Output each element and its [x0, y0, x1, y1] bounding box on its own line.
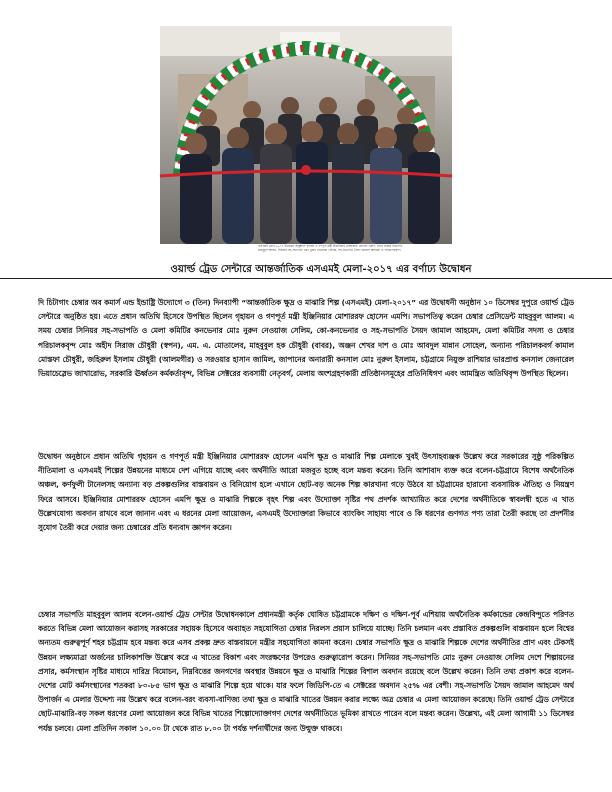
body-paragraph-2: উদ্বোধন অনুষ্ঠানে প্রধান অতিথি গৃহায়ন ও গণপূর্ত মন্ত্রী ইঞ্জিনিয়ার মোশাররফ হোসেন এমপি ক্ষুদ্র ও মাঝারি শিল্প মেলাকে খুবই উৎসাহব্যঞ্জক উল্লেখ করে সরকারের সুষ্ঠু পরিকল্পিত নীতিমালা ও এসএমই শিল্পের উন্নয়নের মাধ্যমে দেশ এগিয়ে যাচ্ছে এবং অর্থনীতি আরো মজবুত হচ্ছে বলে মন্তব্য করেন। তিনি আশাবাদ ব্যক্ত করে বলেন-চট্টগ্রামে বিশেষ অর্থনৈতিক অঞ্চল, কর্ণফুলী টানেলসহ অন্যান্য বড় প্রকল্পগুলির বাস্তবায়ন ও বিনিয়োগ হলে এখানে ছোট-বড় অনেক শিল্প কারখানা গড়ে উঠবে যা চট্টগ্রামের হারানো ব্যবসায়িক ঐতিহ্য ও নিয়ন্ত্রণ ফিরে আসবে। ইঞ্জিনিয়ার মোশাররফ হোসেন এমপি ক্ষুদ্র ও মাঝারি শিল্পকে বৃহৎ শিল্প এবং উদ্যোক্তা সৃষ্টির পথ প্রদর্শক আখ্যায়িত করে দেশের অর্থনীতিকে স্বাবলম্বী হতে এ খাত উল্লেখযোগ্য অবদান রাখবে বলে জানান এবং এ ধরনের মেলা আয়োজন, এসএমই উদ্যোক্তারা কিভাবে ব্যাংকিং সাহায্য পাবে ও কি ধরণের গুণগত পণ্য তারা তৈরী করছে তা প্রদর্শনীর সুযোগ তৈরী করে দেয়ার জন্য চেম্বারের প্রতি ধন্যবাদ জ্ঞাপন করেন।	[38, 452, 574, 533]
photo-caption	[258, 244, 458, 252]
body-paragraph-3: চেম্বার সভাপতি মাহবুবুল আলম বলেন-ওয়ার্ল্ড ট্রেড সেন্টার উদ্বোধনকালে প্রধানমন্ত্রী কর্তৃক ঘোষিত চট্টগ্রামকে দক্ষিণ ও দক্ষিণ-পূর্ব এশিয়ায় অর্থনৈতিক কর্মকান্ডের কেন্দ্রবিন্দুতে পরিণত করতে বিভিন্ন মেলা আয়োজন করাসহ সরকারের সহায়ক হিসেবে অব্যাহত সহযোগিতা চেম্বার নিরলস প্রয়াস চালিয়ে যাচ্ছে। তিনি চলমান এবং প্রস্তাবিত প্রকল্পগুলি বাস্তবায়ন হলে বিশ্বের অন্যতম গুরুত্বপূর্ণ শহর চট্টগ্রাম হবে মন্তব্য করে এসব প্রকল্প দ্রুত বাস্তবায়নে মন্ত্রীর সহযোগিতা কামনা করেন। চেম্বার সভাপতি ক্ষুদ্র ও মাঝারি শিল্পকে দেশের অর্থনীতির প্রাণ এবং টেকসই উন্নয়ন লক্ষ্যমাত্রা অর্জনের চালিকাশক্তি উল্লেখ করে এ খাতের বিকাশ এবং সংরক্ষণের উপরেও গুরুত্বারোপ করেন। সিনিয়র সহ-সভাপতি মোঃ নুরুন নেওয়াজ সেলিম দেশে শিল্পায়নের প্রসার, কর্মসংস্থান সৃষ্টির মাধ্যমে দারিদ্র বিমোচন, নিম্নবিত্তের জনগণের অবস্থার উন্নয়নে ক্ষুদ্র ও মাঝারি শিল্পের বিশাল অবদান রয়েছে বলে উল্লেখ করেন। তিনি তথ্য প্রকাশ করে বলেন-দেশের মোট কর্মসংস্থানের শতকরা ৮০-৮৫ ভাগ ক্ষুদ্র ও মাঝারি শিল্পে হয়ে থাকে। যার ফলে জিডিপি-তে এ সেক্টরের অবদান ২৫% এর বেশী। সহ-সভাপতি সৈয়দ জামাল আহমেদ অর্থ উপার্জন এ মেলার উদ্দেশ্য নয় উল্লেখ করে বলেন-বরং ব্যবসা-বাণিজ্য তথা ক্ষুদ্র ও মাঝারি খাতের উন্নয়ন করার লক্ষ্যে অত্র চেম্বার এ মেলা আয়োজন করেছে। তিনি ওয়ার্ল্ড ট্রেড সেন্টারে ছোট-মাঝারি-বড় সকল ধরণের মেলা আয়োজন করে বিভিন্ন খাতের শিল্পোদ্যোক্তাগণ দেশের অর্থনীতিতে ভূমিকা রাখতে পারেন বলে মন্তব্য করেন। উল্লেখ্য, এই মেলা আগামী ১১ ডিসেম্বর পর্যন্ত চলবে। মেলা প্রতিদিন সকাল ১০.০০ টা থেকে রাত ৮.০০ টা পর্যন্ত দর্শনার্থীদের জন্য উন্মুক্ত থাকবে।	[38, 610, 574, 733]
event-photo-illustration	[160, 26, 452, 244]
body-paragraph-1: দি চিটাগাং চেম্বার অব কমার্স এন্ড ইন্ডাষ্ট্রি উদ্যোগে ৩ (তিন) দিনব্যাপী “আন্তর্জাতিক ক্ষুদ্র ও মাঝারি শিল্প (এসএমই) মেলা-২০১৭” এর উদ্বোধনী অনুষ্ঠান ১০ ডিসেম্বর দুপুরে ওয়ার্ল্ড ট্রেড সেন্টারে অনুষ্ঠিত হয়। এতে প্রধান অতিথি হিসেবে উপস্থিত ছিলেন গৃহায়ন ও গণপূর্ত মন্ত্রী ইঞ্জিনিয়ার মোশাররফ হোসেন এমপি। সভাপতিত্ব করেন চেম্বার প্রেসিডেন্ট মাহবুবুল আলম। এ সময় চেম্বার সিনিয়র সহ-সভাপতি ও মেলা কমিটির কনভেনার মোঃ নুরুন নেওয়াজ সেলিম, কো-কনভেনার ও সহ-সভাপতি সৈয়দ জামাল আহমেদ, মেলা কমিটির সদস্য ও চেম্বার পরিচালকবৃন্দ মোঃ অহীদ সিরাজ চৌধুরী (স্বপন), এম. এ. মোতালেব, মাহবুবুল হক চৌধুরী (বাবর), অঞ্জন শেখর দাশ ও মোঃ আবদুল মান্নান সোহেল, অন্যান্য পরিচালকবর্গ কামাল মোস্তফা চৌধুরী, জহিরুল ইসলাম চৌধুরী (আলমগীর) ও সরওয়ার হাসান জামিল, জাপানের অনারারী কনসাল মোঃ নুরুল ইসলাম, চট্টগ্রামে নিযুক্ত রাশিয়ার ভারপ্রাপ্ত কনসাল জেনারেল ভিয়াচেস্লেভ জাখারোভ, সরকারি ঊর্ধ্বতন কর্মকর্তাবৃন্দ, বিভিন্ন সেক্টরের ব্যবসায়ী নেতৃবর্গ, মেলায় অংশগ্রহণকারী প্রতিষ্ঠানসমূহের প্রতিনিধিগণ এবং আমন্ত্রিত অতিথিবৃন্দ উপস্থিত ছিলেন।	[38, 298, 574, 379]
article-headline: ওয়ার্ল্ড ট্রেড সেন্টারে আন্তর্জাতিক এসএমই মেলা-২০১৭ এর বর্ণাঢ্য উদ্বোধন	[0, 261, 612, 279]
caption-line: এসএমই মেলা-২০১৭ উদ্বোধন অনুষ্ঠানে গৃহায়ন ও গণপূর্ত মন্ত্রী ইঞ্জিনিয়ার মোশাররফ হোসেন এমপি, সাথে চেম্বার সভাপতি	[258, 244, 403, 248]
caption-line: মাহবুবুল আলম, সিনিয়র সহ-সভাপতি মোঃ নুরুন নেওয়াজ সেলিম, সহ-সভাপতি সৈয়দ জামাল আহমেদ ও পরিচালকবৃন্দ।	[258, 248, 401, 252]
event-photo	[160, 26, 452, 244]
